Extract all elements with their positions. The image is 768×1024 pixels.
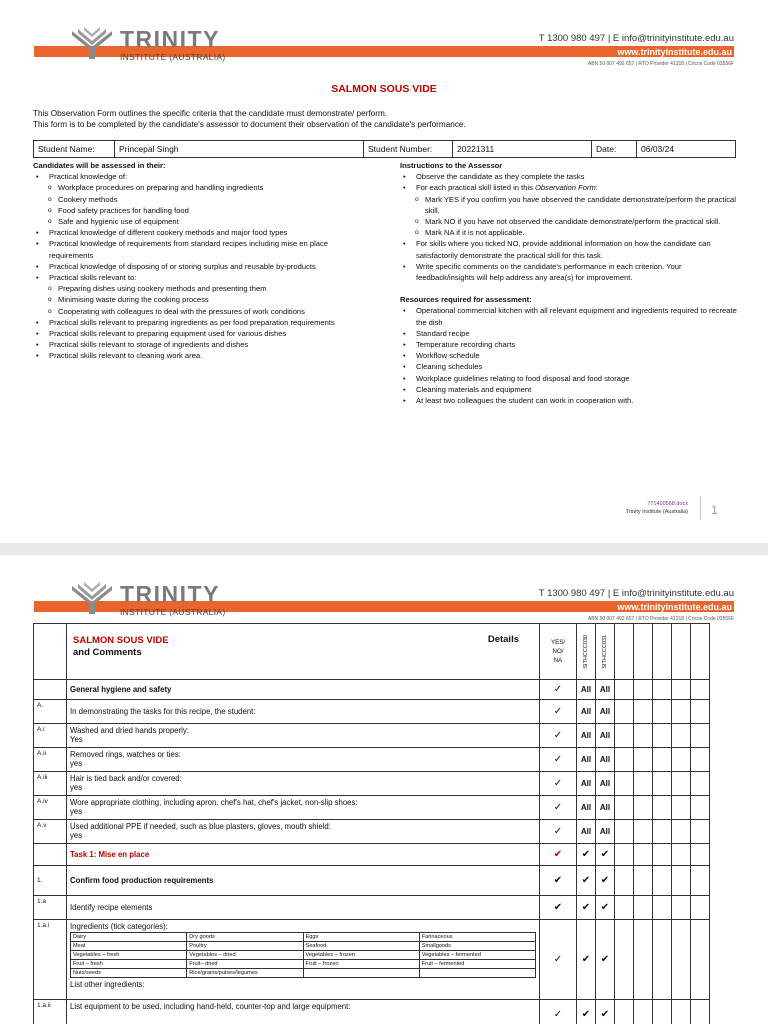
row-number: A.ii xyxy=(34,748,67,772)
resources-heading: Resources required for assessment: xyxy=(400,295,532,305)
unit2-cell: All xyxy=(596,724,615,748)
unit1-cell: All xyxy=(577,772,596,796)
empty-cell xyxy=(634,866,653,896)
empty-cell xyxy=(634,680,653,700)
row-criterion xyxy=(67,866,540,896)
ingredient-category-cell[interactable]: Fruit – frozen xyxy=(303,960,419,969)
abn-info: ABN 50 007 492 657 | RTO Provider 41318 | Cricos Code 03556F xyxy=(587,616,734,622)
criterion-text: Hair is tied back and/or covered: xyxy=(70,774,182,783)
criteria-list xyxy=(33,171,373,361)
table-row xyxy=(34,820,710,844)
row-number: 1. xyxy=(34,866,67,896)
list-item: • Standard recipe xyxy=(416,328,740,339)
criterion-text: In demonstrating the tasks for this recipe, the student: xyxy=(70,707,256,716)
row-criterion xyxy=(67,700,540,724)
empty-cell xyxy=(653,866,672,896)
empty-cell xyxy=(634,1000,653,1024)
empty-cell xyxy=(634,920,653,1000)
list-item: • Practical knowledge of requirements from standard recipes including mise en place requirements xyxy=(49,238,373,260)
empty-cell xyxy=(615,1000,634,1024)
list-item: • Practical skills relevant to storage of ingredients and dishes xyxy=(49,339,373,350)
empty-cell xyxy=(615,748,634,772)
row-number: A.i xyxy=(34,724,67,748)
unit2-cell: All xyxy=(596,748,615,772)
empty-cell xyxy=(672,820,691,844)
row-number: A.iii xyxy=(34,772,67,796)
list-item: • Practical skills relevant to preparing ingredients as per food preparation requirements xyxy=(49,317,373,328)
table-row xyxy=(34,700,710,724)
empty-cell xyxy=(615,796,634,820)
unit1-cell: ✔ xyxy=(577,1000,596,1024)
observation-table xyxy=(33,623,710,1024)
trinity-wing-icon xyxy=(70,582,114,616)
list-item: o Mark NA if it is not applicable. xyxy=(425,227,740,238)
yes-no-na-cell[interactable]: ✓ xyxy=(540,1000,577,1024)
empty-cell xyxy=(672,772,691,796)
assessor-instructions-list xyxy=(400,171,740,283)
footer-org: Trinity Institute (Australia) xyxy=(625,509,688,515)
ingredient-category-cell[interactable]: Vegetables – dried xyxy=(187,951,303,960)
row-criterion xyxy=(67,724,540,748)
and-comments-label: and Comments xyxy=(73,647,142,658)
yes-no-na-cell[interactable]: ✓ xyxy=(540,820,577,844)
empty-cell xyxy=(691,820,710,844)
empty-cell xyxy=(672,844,691,866)
header-title-cell xyxy=(67,624,540,680)
empty-header-cell xyxy=(653,624,672,680)
row-number: 1.a xyxy=(34,896,67,920)
yes-no-na-header: YES/ NO/ NA xyxy=(540,624,577,680)
yes-no-na-cell[interactable]: ✓ xyxy=(540,724,577,748)
criterion-text: Task 1: Mise en place xyxy=(70,850,150,859)
list-item: o Cookery methods xyxy=(58,194,373,205)
empty-cell xyxy=(653,896,672,920)
criterion-text: General hygiene and safety xyxy=(70,685,172,694)
empty-cell xyxy=(634,748,653,772)
list-item: • Cleaning materials and equipment xyxy=(416,384,740,395)
assessor-column xyxy=(400,160,740,406)
criterion-text: Confirm food production requirements xyxy=(70,876,214,885)
list-item: • Practical skills relevant to preparing equipment used for various dishes xyxy=(49,328,373,339)
brand-subtitle: INSTITUTE (AUSTRALIA) xyxy=(120,52,226,62)
empty-cell xyxy=(615,920,634,1000)
empty-cell xyxy=(691,1000,710,1024)
empty-cell xyxy=(634,820,653,844)
empty-cell xyxy=(615,866,634,896)
empty-cell xyxy=(615,844,634,866)
yes-no-na-cell[interactable]: ✓ xyxy=(540,700,577,724)
empty-cell xyxy=(653,724,672,748)
empty-cell xyxy=(653,748,672,772)
criterion-response[interactable]: Yes xyxy=(70,735,83,744)
empty-cell xyxy=(691,680,710,700)
unit1-cell: All xyxy=(577,680,596,700)
empty-cell xyxy=(615,680,634,700)
empty-cell xyxy=(634,796,653,820)
student-name-value[interactable]: Princepal Singh xyxy=(115,141,364,158)
resources-list xyxy=(400,305,740,406)
list-item: o Mark NO if you have not observed the candidate demonstrate/perform the practical skill. xyxy=(425,216,740,227)
list-item: • Workflow schedule xyxy=(416,350,740,361)
empty-cell xyxy=(653,820,672,844)
empty-cell xyxy=(653,920,672,1000)
criterion-text: Ingredients (tick categories): xyxy=(70,922,168,931)
student-info-table xyxy=(33,140,736,158)
intro-text xyxy=(33,108,466,130)
row-criterion xyxy=(67,796,540,820)
document-page-2 xyxy=(0,555,768,1024)
table-header-row xyxy=(34,624,710,680)
unit1-label: SITHCCC030 xyxy=(583,634,589,669)
table-row-ingredients xyxy=(34,920,710,1000)
row-number: 1.a.ii xyxy=(34,1000,67,1024)
list-item: • Practical skills relevant to cleaning work area. xyxy=(49,350,373,361)
row-criterion xyxy=(67,748,540,772)
empty-cell xyxy=(653,796,672,820)
unit2-cell: All xyxy=(596,700,615,724)
empty-header-cell xyxy=(691,624,710,680)
criterion-text: Wore appropriate clothing, including apron, chef's hat, chef's jacket, non-slip shoes: xyxy=(70,798,358,807)
unit2-cell: ✔ xyxy=(596,1000,615,1024)
empty-cell xyxy=(672,920,691,1000)
abn-info: ABN 50 007 492 657 | RTO Provider 41318 | Cricos Code 03556F xyxy=(587,61,734,67)
ingredient-category-cell[interactable]: Fruit – fresh xyxy=(71,960,187,969)
yes-no-na-cell[interactable]: ✓ xyxy=(540,680,577,700)
table-row xyxy=(34,844,710,866)
table-row xyxy=(34,796,710,820)
ingredient-category-cell[interactable]: Eggs xyxy=(303,933,419,942)
empty-cell xyxy=(691,724,710,748)
unit2-cell: All xyxy=(596,796,615,820)
unit1-cell: All xyxy=(577,820,596,844)
row-criterion xyxy=(67,820,540,844)
row-number: 1.a.i xyxy=(34,920,67,1000)
ingredient-category-cell[interactable]: Fruit– dried xyxy=(187,960,303,969)
empty-cell xyxy=(691,748,710,772)
unit1-cell: All xyxy=(577,796,596,820)
student-number-value[interactable]: 20221311 xyxy=(453,141,592,158)
empty-cell xyxy=(691,772,710,796)
yes-no-na-cell[interactable]: ✔ xyxy=(540,896,577,920)
empty-cell xyxy=(653,844,672,866)
letterhead xyxy=(0,555,768,625)
unit2-cell: All xyxy=(596,772,615,796)
unit2-label: SITHCCC031 xyxy=(602,634,608,669)
date-value[interactable]: 06/03/24 xyxy=(637,141,736,158)
contact-info: T 1300 980 497 | E info@trinityinstitute.edu.au xyxy=(538,33,734,44)
page-title: SALMON SOUS VIDE xyxy=(331,83,437,95)
empty-cell xyxy=(653,680,672,700)
ingredient-category-cell[interactable] xyxy=(303,969,419,978)
criterion-text: Removed rings, watches or ties: xyxy=(70,750,181,759)
empty-cell xyxy=(691,844,710,866)
table-row xyxy=(34,772,710,796)
ingredient-category-cell[interactable]: Fruit – fermented xyxy=(419,960,535,969)
empty-cell xyxy=(672,748,691,772)
unit1-cell: All xyxy=(577,748,596,772)
empty-cell xyxy=(672,866,691,896)
brand-name: TRINITY xyxy=(120,581,220,607)
empty-cell xyxy=(653,1000,672,1024)
ingredient-category-cell[interactable]: Dairy xyxy=(71,933,187,942)
assessment-criteria-column xyxy=(33,160,373,362)
ingredient-category-cell[interactable]: Vegetables – fermented xyxy=(419,951,535,960)
empty-cell xyxy=(691,866,710,896)
trinity-logo xyxy=(70,27,225,62)
list-item: o Minimising waste during the cooking process xyxy=(58,294,373,305)
row-criterion xyxy=(67,844,540,866)
row-criterion: List equipment to be used, including hand-held, counter-top and large equipment: xyxy=(67,1000,540,1024)
empty-cell xyxy=(634,724,653,748)
empty-cell xyxy=(691,896,710,920)
yes-no-na-cell[interactable]: ✓ xyxy=(540,796,577,820)
row-number: A.iv xyxy=(34,796,67,820)
criterion-text: Used additional PPE if needed, such as blue plasters, gloves, mouth shield: xyxy=(70,822,331,831)
list-item: • At least two colleagues the student can work in cooperation with. xyxy=(416,395,740,406)
yes-no-na-cell[interactable]: ✓ xyxy=(540,920,577,1000)
page-number: 1 xyxy=(711,503,718,517)
unit1-cell: ✔ xyxy=(577,844,596,866)
empty-cell xyxy=(672,1000,691,1024)
contact-info: T 1300 980 497 | E info@trinityinstitute.edu.au xyxy=(538,588,734,599)
list-item: o Cooperating with colleagues to deal with the pressures of work conditions xyxy=(58,306,373,317)
unit2-cell: ✔ xyxy=(596,844,615,866)
empty-cell xyxy=(634,896,653,920)
empty-cell xyxy=(691,920,710,1000)
criterion-response[interactable]: yes xyxy=(70,807,83,816)
ingredient-category-cell[interactable]: Poultry xyxy=(187,942,303,951)
list-item: • For each practical skill listed in this Observation Form: xyxy=(416,182,740,193)
header-num-cell xyxy=(34,624,67,680)
unit2-cell: ✔ xyxy=(596,896,615,920)
empty-cell xyxy=(672,680,691,700)
unit1-header xyxy=(577,624,596,680)
unit2-cell: ✔ xyxy=(596,920,615,1000)
table-title: SALMON SOUS VIDE xyxy=(73,635,169,646)
details-label: Details xyxy=(487,634,519,645)
ingredient-category-cell[interactable] xyxy=(419,969,535,978)
page-footer xyxy=(626,500,688,516)
empty-cell xyxy=(672,796,691,820)
empty-cell xyxy=(615,700,634,724)
website-link[interactable]: www.trinityinstitute.edu.au xyxy=(617,47,732,57)
list-item: o Preparing dishes using cookery methods and presenting them xyxy=(58,283,373,294)
criterion-response[interactable]: yes xyxy=(70,831,83,840)
empty-cell xyxy=(672,700,691,724)
student-name-label: Student Name: xyxy=(34,141,115,158)
list-item: o Food safety practices for handling food xyxy=(58,205,373,216)
empty-cell xyxy=(615,724,634,748)
list-item: • Practical knowledge of: xyxy=(49,171,373,182)
website-link[interactable]: www.trinityinstitute.edu.au xyxy=(617,602,732,612)
empty-header-cell xyxy=(634,624,653,680)
trinity-logo xyxy=(70,582,225,617)
row-number: A.v xyxy=(34,820,67,844)
ingredient-categories-grid xyxy=(70,932,536,978)
table-row xyxy=(34,748,710,772)
row-criterion xyxy=(67,896,540,920)
list-item: • Workplace guidelines relating to food disposal and food storage xyxy=(416,373,740,384)
other-ingredients-label: List other ingredients: xyxy=(70,980,145,989)
unit1-cell: ✔ xyxy=(577,866,596,896)
row-number xyxy=(34,844,67,866)
intro-line-1: This Observation Form outlines the specific criteria that the candidate must demonstrate/ perform. xyxy=(33,109,388,118)
date-label: Date: xyxy=(592,141,637,158)
brand-name: TRINITY xyxy=(120,26,220,52)
letterhead xyxy=(0,0,768,70)
unit2-cell: All xyxy=(596,820,615,844)
empty-header-cell xyxy=(615,624,634,680)
criteria-heading: Candidates will be assessed in their: xyxy=(33,161,166,170)
table-row xyxy=(34,724,710,748)
unit1-cell: ✔ xyxy=(577,920,596,1000)
empty-cell xyxy=(691,796,710,820)
footer-doc-name: 771400568.docx xyxy=(647,501,688,507)
trinity-wing-icon xyxy=(70,27,114,61)
ingredient-category-cell[interactable]: Smallgoods xyxy=(419,942,535,951)
empty-cell xyxy=(691,700,710,724)
unit1-cell: All xyxy=(577,700,596,724)
list-item: • For skills where you ticked NO, provide additional information on how the candidate can satisfactorily demonstrate the practical skill for this task. xyxy=(416,238,740,260)
criterion-response[interactable]: yes xyxy=(70,783,83,792)
unit1-cell: All xyxy=(577,724,596,748)
ingredient-category-cell[interactable]: Farinaceous xyxy=(419,933,535,942)
row-criterion xyxy=(67,772,540,796)
empty-cell xyxy=(634,700,653,724)
ingredient-category-cell[interactable]: Vegetables – fresh xyxy=(71,951,187,960)
yes-no-na-cell[interactable]: ✓ xyxy=(540,772,577,796)
ingredient-category-cell[interactable]: Dry goods xyxy=(187,933,303,942)
unit2-header xyxy=(596,624,615,680)
criterion-text: Washed and dried hands properly: xyxy=(70,726,189,735)
criterion-text: Identify recipe elements xyxy=(70,903,153,912)
empty-cell xyxy=(634,844,653,866)
yes-no-na-cell[interactable]: ✓ xyxy=(540,748,577,772)
list-item: • Operational commercial kitchen with all relevant equipment and ingredients required to recreate the dish xyxy=(416,305,740,327)
empty-header-cell xyxy=(672,624,691,680)
empty-cell xyxy=(634,772,653,796)
empty-cell xyxy=(653,772,672,796)
yes-no-na-cell[interactable]: ✔ xyxy=(540,844,577,866)
brand-subtitle: INSTITUTE (AUSTRALIA) xyxy=(120,607,226,617)
unit1-cell: ✔ xyxy=(577,896,596,920)
row-criterion xyxy=(67,920,540,1000)
list-item: • Observe the candidate as they complete the tasks xyxy=(416,171,740,182)
intro-line-2: This form is to be completed by the candidate's assessor to document their observation of the candidate's performance. xyxy=(33,120,466,129)
footer-divider xyxy=(700,496,701,520)
row-criterion xyxy=(67,680,540,700)
table-row xyxy=(34,866,710,896)
criterion-response[interactable]: yes xyxy=(70,759,83,768)
unit2-cell: ✔ xyxy=(596,866,615,896)
yes-no-na-cell[interactable]: ✔ xyxy=(540,866,577,896)
list-item: o Mark YES if you confirm you have observed the candidate demonstrate/perform the practical skill. xyxy=(425,194,740,216)
list-item: • Practical skills relevant to: xyxy=(49,272,373,283)
list-item: • Practical knowledge of different cookery methods and major food types xyxy=(49,227,373,238)
list-item: • Temperature recording charts xyxy=(416,339,740,350)
list-item: o Safe and hygienic use of equipment xyxy=(58,216,373,227)
table-row-equipment xyxy=(34,1000,710,1024)
list-item: o Workplace procedures on preparing and handling ingredients xyxy=(58,182,373,193)
list-item: • Write specific comments on the candidate's performance in each criterion. Your feedback/insights will help address any area(s) for improvement. xyxy=(416,261,740,283)
empty-cell xyxy=(615,820,634,844)
list-item: • Cleaning schedules xyxy=(416,361,740,372)
row-number: A. xyxy=(34,700,67,724)
ingredient-category-cell[interactable]: Meat xyxy=(71,942,187,951)
empty-cell xyxy=(615,772,634,796)
ingredient-category-cell[interactable]: Vegetables – frozen xyxy=(303,951,419,960)
ingredient-category-cell[interactable]: Seafood xyxy=(303,942,419,951)
empty-cell xyxy=(672,896,691,920)
ingredient-category-cell[interactable]: Rice/grains/pulses/legumes xyxy=(187,969,303,978)
unit2-cell: All xyxy=(596,680,615,700)
assessor-heading: Instructions to the Assessor xyxy=(400,161,503,170)
row-number xyxy=(34,680,67,700)
empty-cell xyxy=(615,896,634,920)
table-row xyxy=(34,896,710,920)
empty-cell xyxy=(653,700,672,724)
empty-cell xyxy=(672,724,691,748)
table-row xyxy=(34,680,710,700)
student-number-label: Student Number: xyxy=(364,141,453,158)
list-item: • Practical knowledge of disposing of or storing surplus and reusable by-products xyxy=(49,261,373,272)
ingredient-category-cell[interactable]: Nuts/seeds xyxy=(71,969,187,978)
